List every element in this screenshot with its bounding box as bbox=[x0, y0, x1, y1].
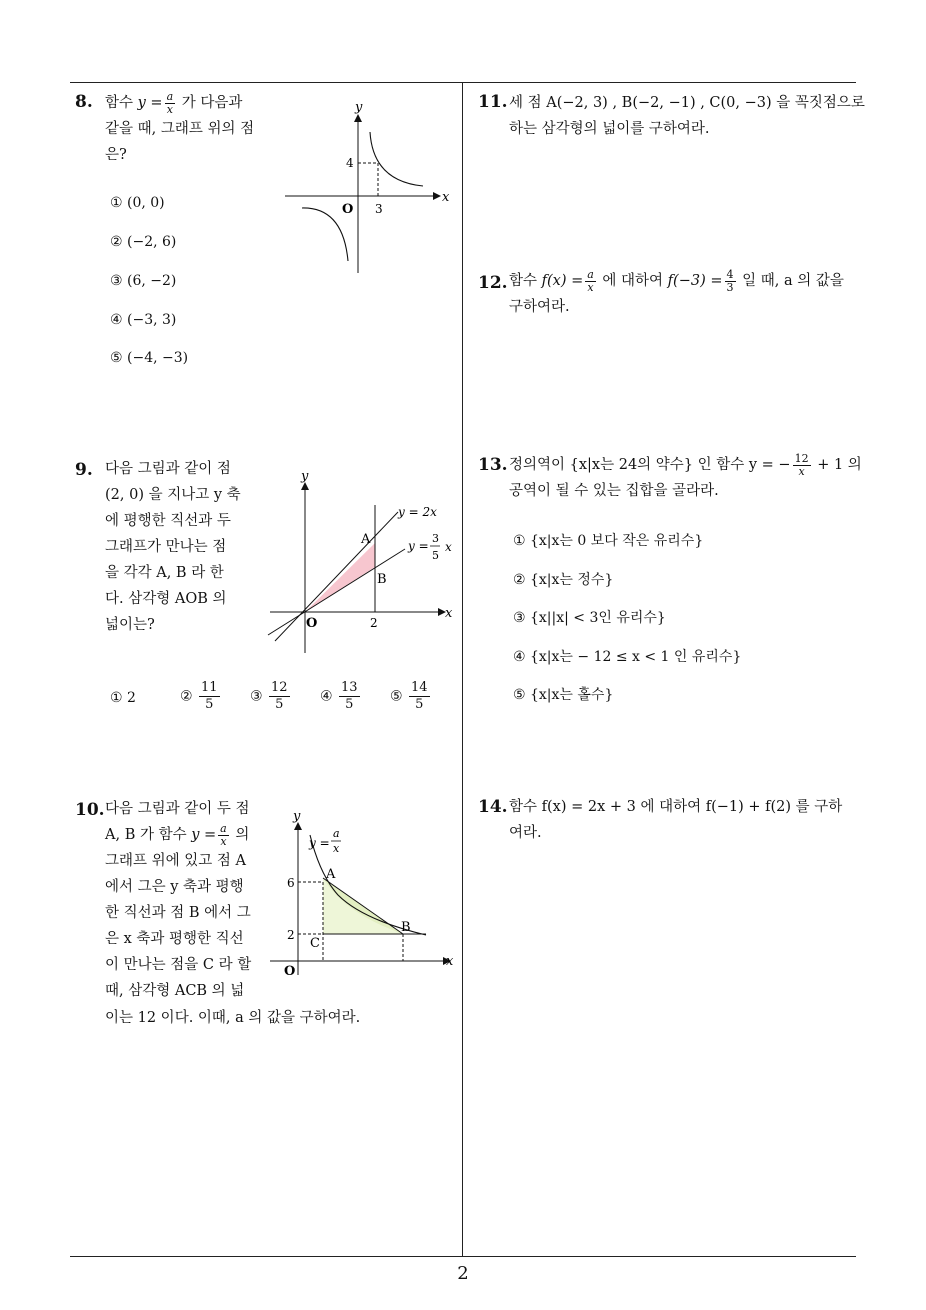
question-text: 함수 f(x) = $\frac{a}{x}$ 에 대하여 f(−3) = $\frac{4}{3}$ 일 때, a 의 값을 구하여라. bbox=[509, 267, 844, 315]
question-text: 세 점 A(−2, 3) , B(−2, −1) , C(0, −3) 을 꼭짓점으로 하는 삼각형의 넓이를 구하여라. bbox=[509, 95, 865, 137]
q9-graph bbox=[265, 465, 460, 660]
point-b-label: B bbox=[401, 920, 411, 935]
choice-5[interactable]: ⑤ $\frac{14}{5}$ bbox=[390, 680, 428, 712]
curve-label-prefix: y = bbox=[309, 836, 330, 850]
x-axis-label: x bbox=[445, 606, 453, 621]
page-number: 2 bbox=[457, 1263, 469, 1284]
choice-2[interactable]: ② $\frac{11}{5}$ bbox=[180, 680, 218, 712]
question-text: 다음 그림과 같이 점 (2, 0) 을 지나고 y 축 에 평행한 직선과 두 그래프가 만나는 점 을 각각 A, B 라 한 다. 삼각형 AOB 의 넓이는? bbox=[105, 461, 241, 633]
choice-5[interactable]: ⑤ {x|x는 홀수} bbox=[513, 687, 614, 703]
choice-3[interactable]: ③ {x||x| < 3인 유리수} bbox=[513, 610, 666, 626]
tick-y6-label: 6 bbox=[287, 876, 295, 890]
choice-4[interactable]: ④ (−3, 3) bbox=[110, 312, 177, 328]
origin-label: O bbox=[306, 616, 318, 631]
choice-3[interactable]: ③ (6, −2) bbox=[110, 273, 177, 289]
tick-y2-label: 2 bbox=[287, 928, 295, 942]
y-axis-label: y bbox=[355, 100, 363, 115]
curve-label-num: a bbox=[333, 827, 340, 840]
question-text: 함수 y = $\frac{a}{x}$ 가 다음과 같을 때, 그래프 위의 점 은? bbox=[105, 89, 255, 163]
choice-2[interactable]: ② (−2, 6) bbox=[110, 234, 177, 250]
question-text: 다음 그림과 같이 두 점 A, B 가 함수 y = $\frac{a}{x}$ 의 그래프 위에 있고 점 A 에서 그은 y 축과 평행 한 직선과 점 B 에서 그 은 x 축과 평행한 직선 이 만나는 점을 C 라 할 때, 삼각형 ACB 의 넓 bbox=[105, 801, 252, 999]
q10-graph bbox=[268, 805, 458, 985]
choice-3[interactable]: ③ $\frac{12}{5}$ bbox=[250, 680, 288, 712]
question-number: 14. bbox=[478, 797, 508, 817]
line2-suffix: x bbox=[445, 540, 452, 554]
question-text: 정의역이 {x|x는 24의 약수} 인 함수 y = − $\frac{12}{x}$ + 1 의 공역이 될 수 있는 집합을 골라라. bbox=[509, 451, 862, 499]
line-y-3-5x bbox=[268, 549, 405, 635]
choice-1[interactable]: ① {x|x는 0 보다 작은 유리수} bbox=[513, 533, 704, 549]
triangle-aob bbox=[305, 543, 375, 612]
line1-label: y = 2x bbox=[398, 505, 437, 519]
line2-prefix: y = bbox=[408, 539, 429, 553]
point-c-label: C bbox=[310, 936, 320, 951]
bottom-rule bbox=[70, 1256, 856, 1257]
fraction: $\frac{a}{x}$ bbox=[166, 89, 174, 116]
question-text: 함수 f(x) = 2x + 3 에 대하여 f(−1) + f(2) 를 구하 여라. bbox=[509, 799, 843, 841]
question-number: 8. bbox=[75, 92, 93, 112]
choice-1[interactable]: ① 2 bbox=[110, 690, 136, 706]
question-number: 13. bbox=[478, 455, 508, 475]
curve-label-den: x bbox=[333, 842, 340, 855]
origin-label: O bbox=[284, 964, 296, 979]
question-number: 11. bbox=[478, 92, 508, 112]
tick-x-label: 2 bbox=[370, 616, 378, 630]
choice-2[interactable]: ② {x|x는 정수} bbox=[513, 572, 614, 588]
x-axis-label: x bbox=[446, 954, 454, 969]
tick-y-label: 4 bbox=[346, 156, 354, 170]
line2-num: 3 bbox=[432, 532, 439, 545]
question-number: 10. bbox=[75, 800, 105, 820]
hyperbola-branch-right bbox=[370, 132, 423, 186]
point-a-label: A bbox=[361, 532, 371, 547]
column-divider bbox=[462, 82, 463, 1257]
top-rule bbox=[70, 82, 856, 83]
y-axis-label: y bbox=[293, 809, 301, 824]
question-text-last-line: 이는 12 이다. 이때, a 의 값을 구하여라. bbox=[105, 1010, 361, 1026]
question-number: 12. bbox=[478, 273, 508, 293]
choice-4[interactable]: ④ {x|x는 − 12 ≤ x < 1 인 유리수} bbox=[513, 649, 742, 665]
x-axis-label: x bbox=[442, 190, 450, 205]
tick-x-label: 3 bbox=[375, 202, 383, 216]
point-a-label: A bbox=[326, 867, 336, 882]
point-b-label: B bbox=[377, 572, 387, 587]
choice-4[interactable]: ④ $\frac{13}{5}$ bbox=[320, 680, 358, 712]
choice-5[interactable]: ⑤ (−4, −3) bbox=[110, 350, 189, 366]
choice-1[interactable]: ① (0, 0) bbox=[110, 195, 165, 211]
q8-graph bbox=[280, 95, 455, 275]
y-axis-label: y bbox=[301, 469, 309, 484]
line2-den: 5 bbox=[432, 549, 439, 562]
question-number: 9. bbox=[75, 460, 93, 480]
origin-label: O bbox=[342, 202, 354, 217]
